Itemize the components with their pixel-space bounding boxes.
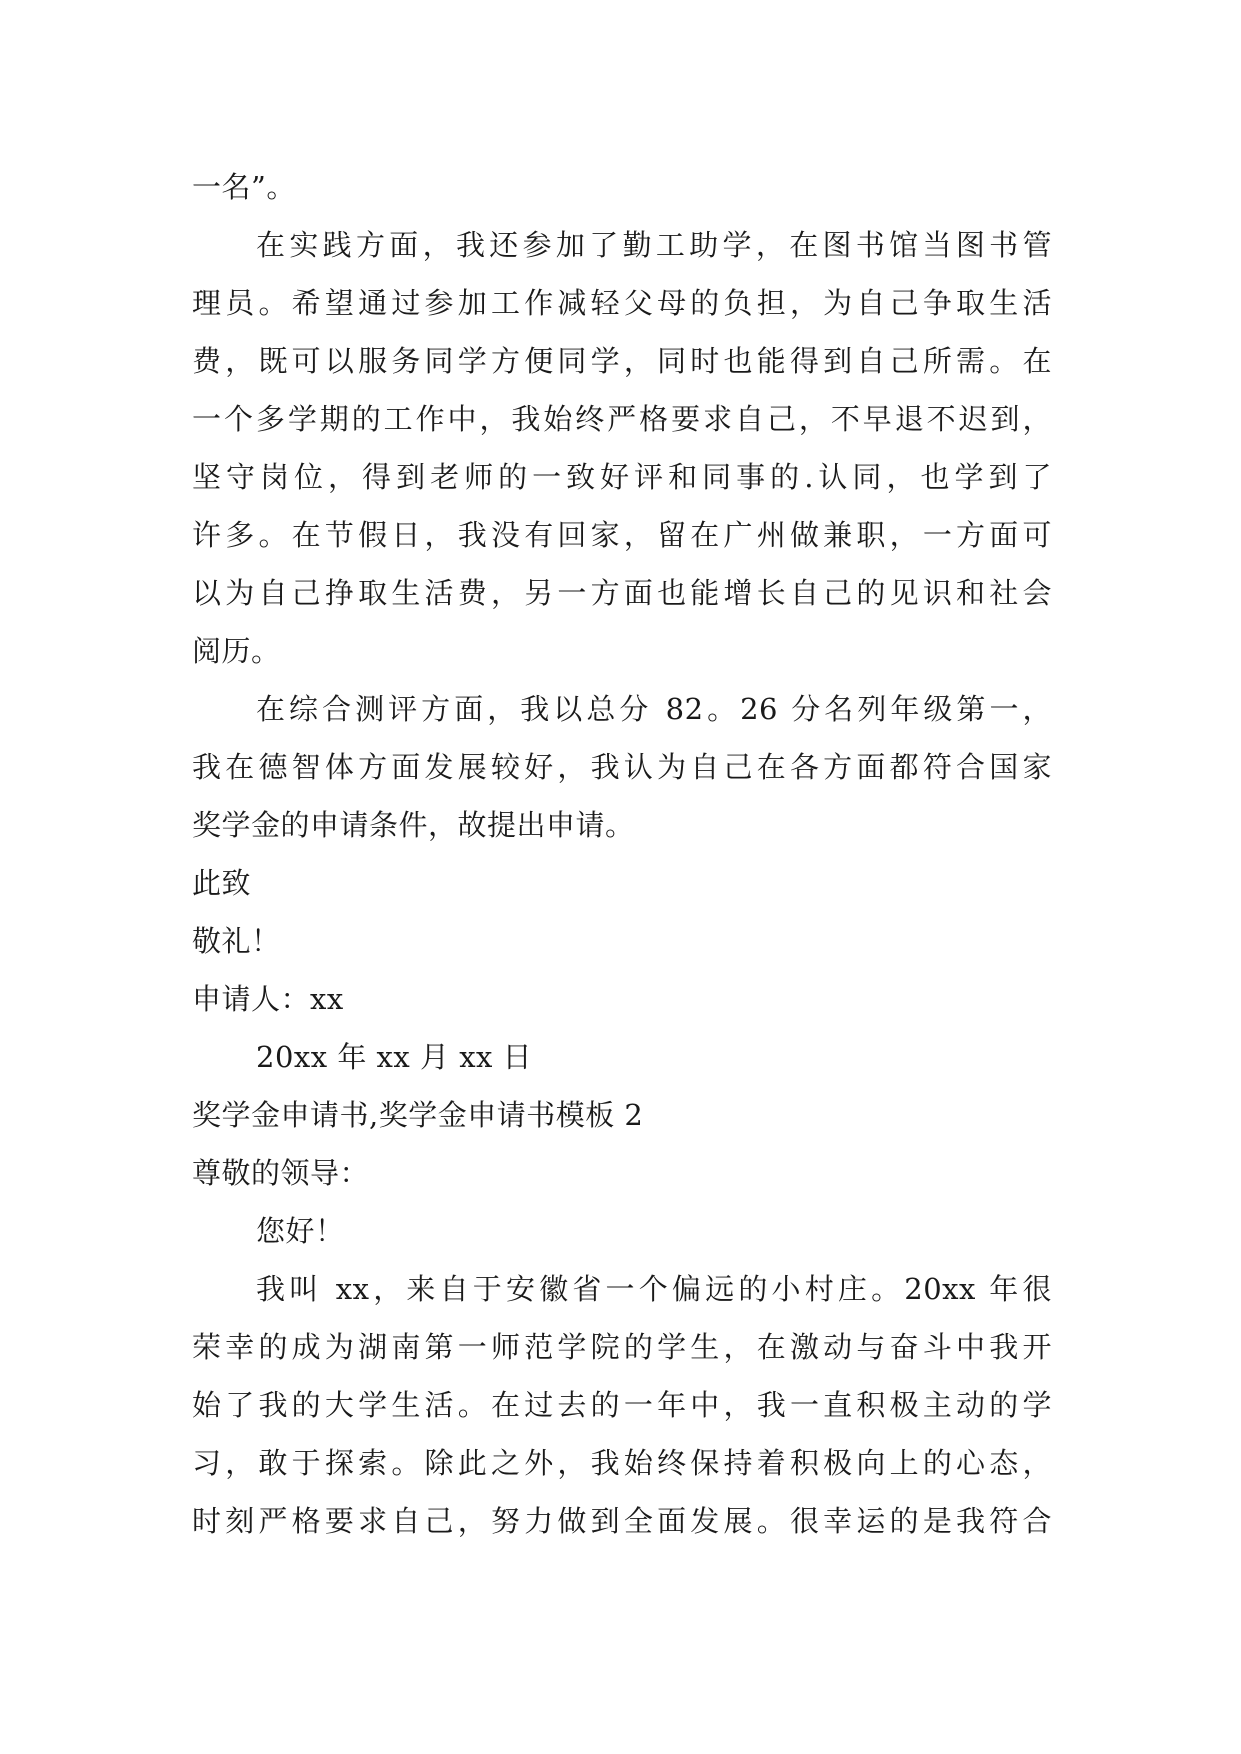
text-line: 时刻严格要求自己，努力做到全面发展。很幸运的是我符合 xyxy=(192,1504,1052,1538)
text-line: 我在德智体方面发展较好，我认为自己在各方面都符合国家 xyxy=(192,750,1052,784)
text-line: 一名”。 xyxy=(192,170,296,204)
text-line: 坚守岗位，得到老师的一致好评和同事的.认同，也学到了 xyxy=(192,460,1052,494)
text-line: 始了我的大学生活。在过去的一年中，我一直积极主动的学 xyxy=(192,1388,1052,1422)
text-line: 阅历。 xyxy=(192,634,281,668)
text-line: 一个多学期的工作中，我始终严格要求自己，不早退不迟到， xyxy=(192,402,1052,436)
text-line: 许多。在节假日，我没有回家，留在广州做兼职，一方面可 xyxy=(192,518,1052,552)
text-line: 理员。希望通过参加工作减轻父母的负担，为自己争取生活 xyxy=(192,286,1052,320)
text-line: 您好！ xyxy=(256,1214,345,1248)
text-line: 我叫 xx，来自于安徽省一个偏远的小村庄。20xx 年很 xyxy=(256,1272,1052,1306)
text-line: 荣幸的成为湖南第一师范学院的学生，在激动与奋斗中我开 xyxy=(192,1330,1052,1364)
text-line: 奖学金的申请条件，故提出申请。 xyxy=(192,808,635,842)
text-line: 申请人：xx xyxy=(192,982,344,1016)
text-line: 以为自己挣取生活费，另一方面也能增长自己的见识和社会 xyxy=(192,576,1052,610)
text-line: 20xx 年 xx 月 xx 日 xyxy=(256,1040,533,1074)
text-line: 费，既可以服务同学方便同学，同时也能得到自己所需。在 xyxy=(192,344,1052,378)
text-line: 奖学金申请书,奖学金申请书模板 2 xyxy=(192,1098,644,1132)
document-body xyxy=(192,158,1052,1550)
text-line: 敬礼！ xyxy=(192,924,281,958)
text-line: 习，敢于探索。除此之外，我始终保持着积极向上的心态， xyxy=(192,1446,1052,1480)
text-line: 在实践方面，我还参加了勤工助学，在图书馆当图书管 xyxy=(256,228,1052,262)
text-line: 尊敬的领导： xyxy=(192,1156,370,1190)
text-line: 此致 xyxy=(192,866,252,900)
text-line: 在综合测评方面，我以总分 82。26 分名列年级第一， xyxy=(256,692,1052,726)
